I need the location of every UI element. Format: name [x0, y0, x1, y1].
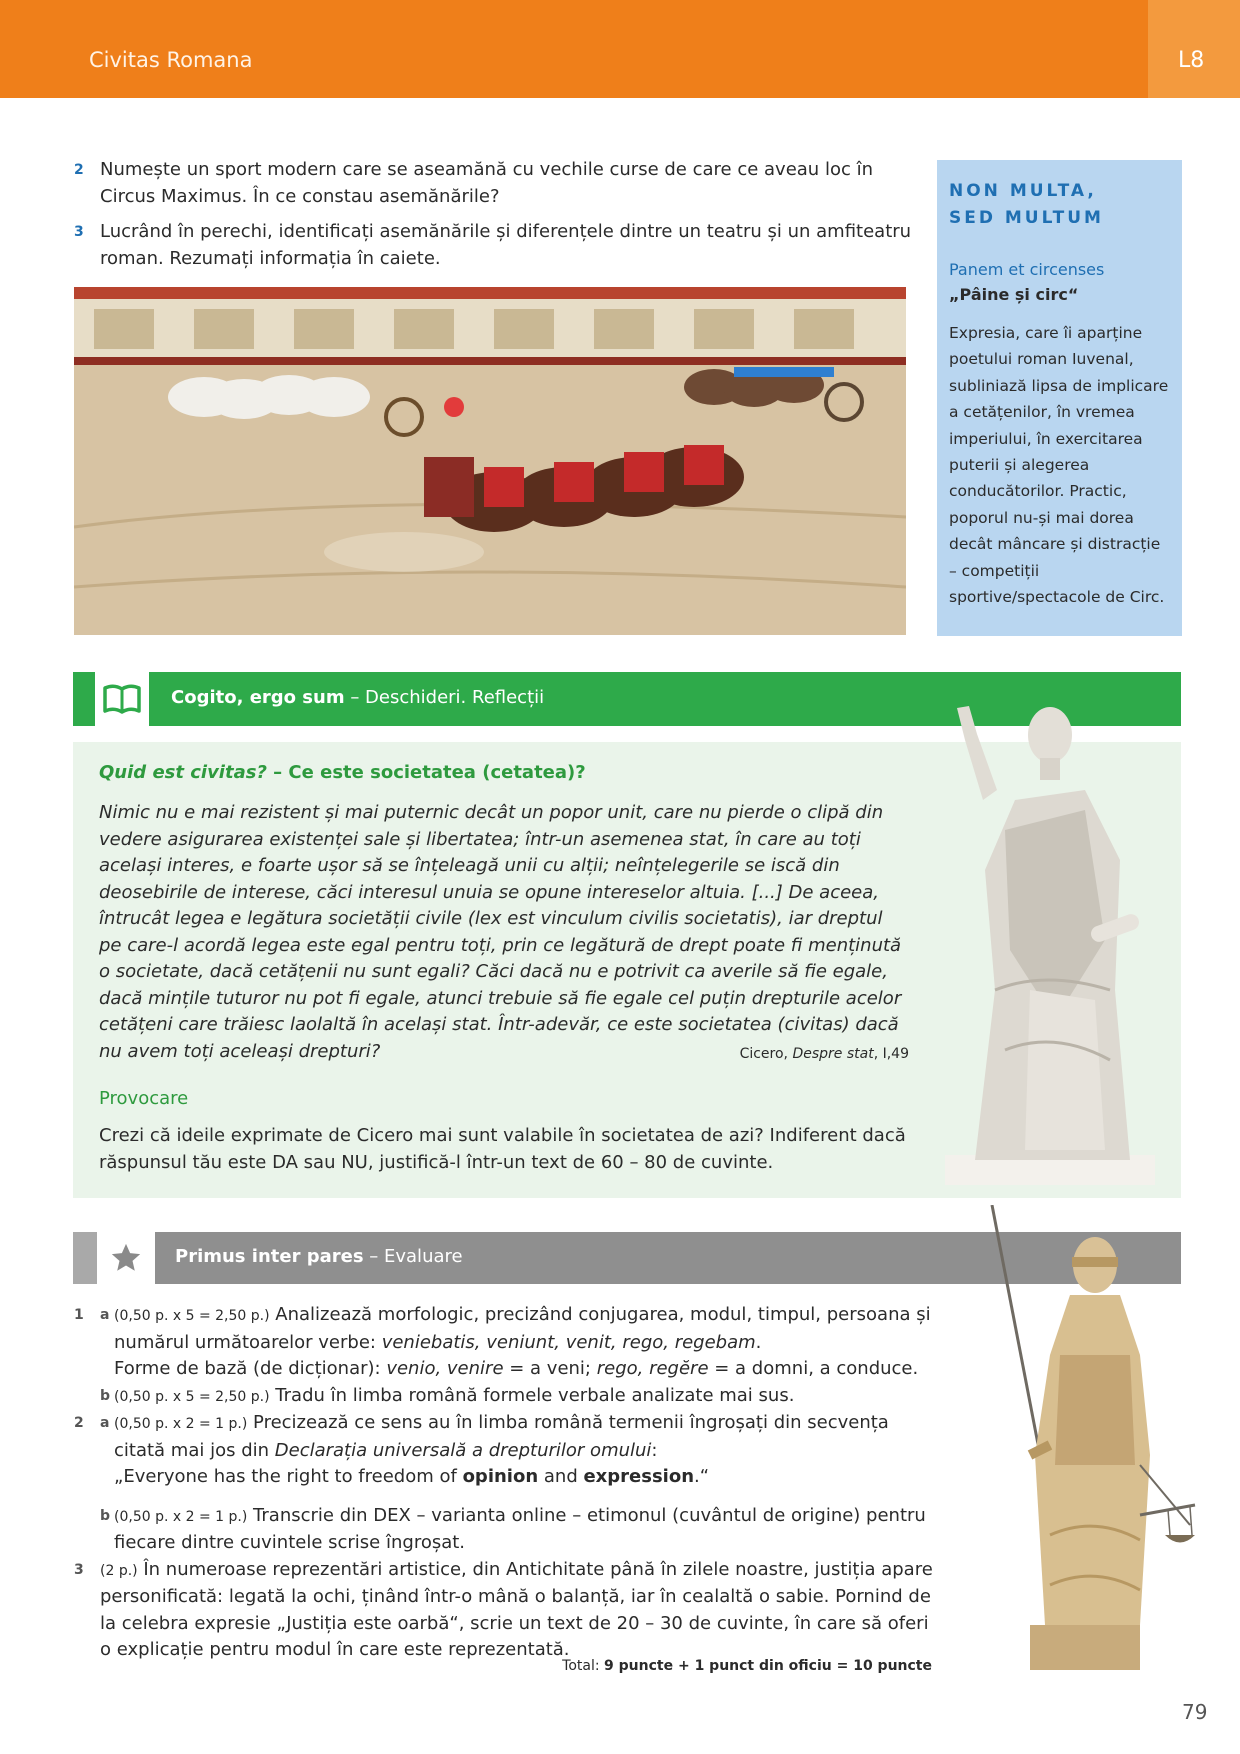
question-text: Lucrând în perechi, identificați asemănările și diferențele dintre un teatru și un amfiteatru roman. Rezumați informația în caiete.: [100, 221, 912, 269]
question-list: [72, 156, 912, 280]
star-icon: [97, 1232, 155, 1284]
evaluare-title: Primus inter pares – Evaluare: [175, 1246, 463, 1267]
declaration-quote: „Everyone has the right to freedom of opinion and expression.“: [114, 1466, 710, 1487]
question-number: 3: [74, 224, 84, 240]
cogito-title: Cogito, ergo sum – Deschideri. Reflecții: [171, 687, 545, 708]
cicero-statue-image: [935, 690, 1170, 1190]
justitia-statue-image: [990, 1205, 1200, 1675]
dictionary-forms: Forme de bază (de dicționar): venio, venire = a veni; rego, regĕre = a domni, a conduce.: [114, 1358, 919, 1379]
sidebar-quote: „Pâine și circ“: [949, 285, 1079, 304]
chapter-title: Civitas Romana: [89, 48, 253, 72]
question-item: [72, 218, 912, 272]
eval-item-3: 3 (2 p.) În numeroase reprezentări artistice, din Antichitate până în zilele noastre, justiția apare personificată: legată la ochi, ținând într-o mână o balanță, iar în cealaltă o sabie. Pornind de la celebra expresie „Justiția este oarbă“, scrie un text de 20 – 30 de cuvinte, în care să oferi o explicație pentru modul în care este reprezentată.: [74, 1558, 933, 1660]
sidebar-box: [937, 160, 1182, 636]
open-book-icon: [95, 672, 149, 726]
sidebar-subtitle: Panem et circenses: [949, 260, 1105, 279]
chariot-race-photo: [74, 287, 906, 635]
cicero-quote: Nimic nu e mai rezistent și mai puternic decât un popor unit, care nu pierde o clipă din vedere asigurarea existenței sale și libertatea; într-un asemenea stat, în care au toți același interes, e foarte ușor să se înțeleagă unii cu alții; neînțelegerile se iscă din deosebirile de interese, căci interesul unuia se opune intereselor altuia. [...] De aceea, întrucât legea e legătura societății civile (lex est vinculum civilis societatis), iar dreptul pe care-l acordă legea este egal pentru toți, prin ce legătură de drept poate fi menținută o societate, dacă cetățenii nu sunt egali? Căci dacă nu e potrivit ca averile să fie egale, dacă mințile tuturor nu pot fi egale, atunci trebuie să fie egale cel puțin drepturile acelor cetățeni care trăiesc laolaltă în același stat. Într-adevăr, ce este societatea (civitas) dacă nu avem toți aceleași drepturi?: [99, 802, 902, 1062]
eval-item-2b: b (0,50 p. x 2 = 1 p.) Transcrie din DEX – varianta online – etimonul (cuvântul de origine) pentru fiecare dintre cuvintele scrise îngroșat.: [100, 1504, 926, 1553]
eval-item-2a: 2 a (0,50 p. x 2 = 1 p.) Precizează ce sens au în limba română termenii îngroșați din secvența citată mai jos din Declarația universală a drepturilor omului:: [74, 1412, 889, 1461]
sidebar-body: Expresia, care îi aparține poetului roman Iuvenal, subliniază lipsa de implicare a cetățenilor, în vremea imperiului, în exercitarea puterii și alegerea conducătorilor. Practic, poporul nu-și mai dorea decât mâncare și distracție – competiții sportive/spectacole de Circ.: [949, 324, 1169, 607]
eval-item-1a: 1 a (0,50 p. x 5 = 2,50 p.) Analizează morfologic, precizând conjugarea, modul, timpul, persoana și numărul următoarelor verbe: veniebatis, veniunt, venit, rego, regebam.: [74, 1304, 931, 1353]
eval-item-1b: b (0,50 p. x 5 = 2,50 p.) Tradu în limba română formele verbale analizate mai sus.: [100, 1384, 795, 1406]
cogito-question: Quid est civitas? – Ce este societatea (cetatea)?: [99, 762, 586, 783]
citation: Cicero, Despre stat, I,49: [739, 1046, 909, 1062]
question-number: 2: [74, 162, 84, 178]
sidebar-heading: NON MULTA, SED MULTUM: [949, 181, 1104, 228]
page-number: 79: [1182, 1700, 1208, 1724]
page-header: [0, 0, 1240, 98]
question-text: Numește un sport modern care se aseamănă cu vechile curse de care ce aveau loc în Circus Maximus. În ce constau asemănările?: [100, 159, 873, 207]
evaluation-list: [72, 1302, 942, 1664]
question-item: [72, 156, 912, 210]
lesson-badge: L8: [1148, 0, 1240, 98]
total-score: Total: 9 puncte + 1 punct din oficiu = 10 puncte: [562, 1658, 932, 1674]
provocare-text: Crezi că ideile exprimate de Cicero mai sunt valabile în societatea de azi? Indiferent dacă răspunsul tău este DA sau NU, justifică-l într-un text de 60 – 80 de cuvinte.: [99, 1125, 906, 1173]
provocare-title: Provocare: [99, 1088, 189, 1109]
header-stripe: [73, 1232, 97, 1284]
